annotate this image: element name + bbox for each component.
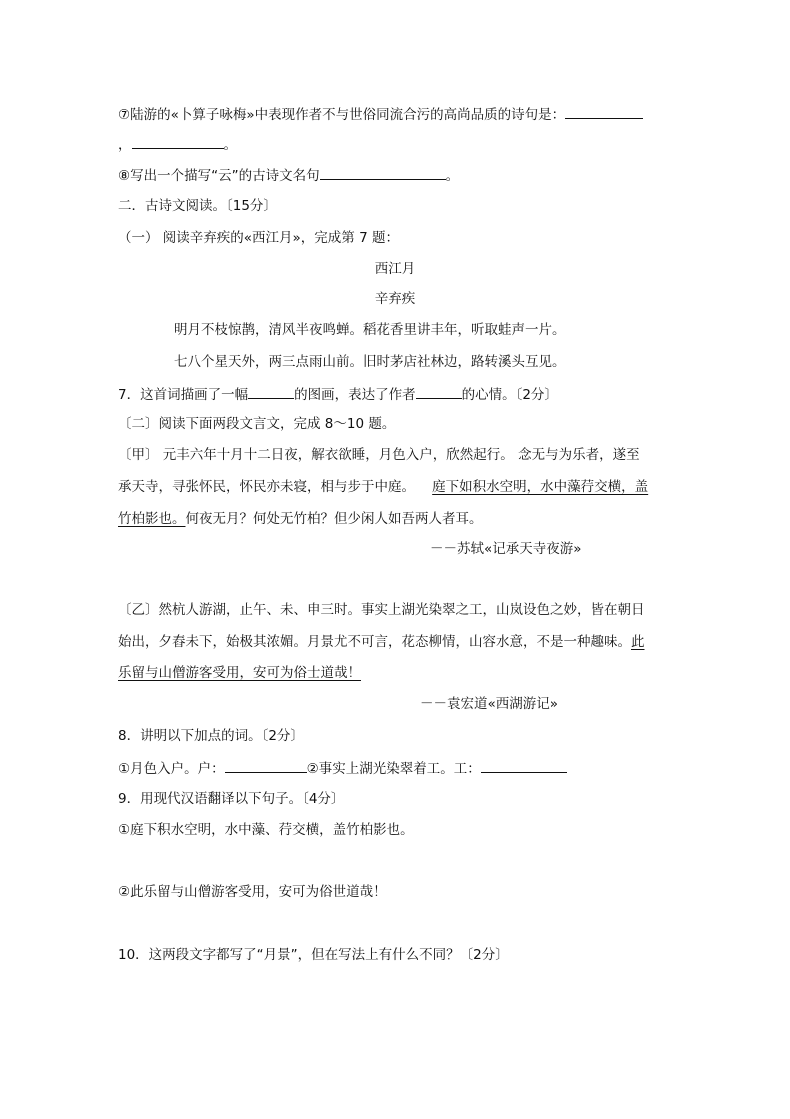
- passage-b-source: －－袁宏道«西湖游记»: [420, 696, 559, 712]
- passage-a-line-3: [118, 509, 483, 529]
- question-7-text: 7．这首词描画了一幅: [118, 387, 249, 403]
- question-9-item-b: ②此乐留与山僧游客受用，安可为俗世道哉！: [118, 884, 387, 900]
- question-8-items: [118, 758, 567, 779]
- poem-title: 西江月: [374, 261, 416, 277]
- passage-a-line-2: [118, 477, 648, 497]
- passage-b-line-3: [118, 663, 361, 683]
- answer-blank[interactable]: [320, 165, 446, 180]
- passage-b-line-1: 〔乙〕然杭人游湖，止午、未、申三时。事实上湖光染翠之工，山岚设色之妙，皆在朝日: [118, 602, 645, 618]
- answer-blank[interactable]: [565, 104, 643, 119]
- fill-item-7-text: ⑦陆游的«卜算子咏梅»中表现作者不与世俗同流合污的高尚品质的诗句是：: [118, 107, 566, 123]
- poem-line-2: 七八个星天外，两三点雨山前。旧时茅店社林边，路转溪头互见。: [174, 354, 566, 370]
- question-7-text: 的图画，表达了作者: [294, 387, 416, 403]
- part-one-instruction: （一） 阅读辛弃疾的«西江月»，完成第 7 题：: [118, 230, 399, 246]
- end-mark: 。: [445, 168, 460, 184]
- section-heading: 二．古诗文阅读。〔15分〕: [118, 198, 277, 214]
- end-mark: 。: [223, 137, 237, 153]
- passage-a-source: －－苏轼«记承天寺夜游»: [430, 541, 582, 557]
- poem-author: 辛弃疾: [374, 291, 416, 307]
- underlined-sentence: 此: [631, 634, 645, 650]
- question-10: 10．这两段文字都写了“月景”，但在写法上有什么不同？〔2分〕: [118, 947, 509, 963]
- answer-blank[interactable]: [132, 134, 224, 149]
- passage-text: 承天寺，寻张怀民，怀民亦未寝，相与步于中庭。: [118, 479, 433, 495]
- question-7-text: 的心情。〔2分〕: [461, 387, 558, 403]
- question-9-item-a: ①庭下积水空明，水中藻、荇交横，盖竹柏影也。: [118, 822, 414, 838]
- underlined-sentence: 竹柏影也。: [118, 511, 186, 527]
- question-8: 8．讲明以下加点的词。〔2分〕: [118, 728, 304, 744]
- fill-item-7: [118, 104, 643, 125]
- part-two-instruction: 〔二〕阅读下面两段文言文，完成 8～10 题。: [118, 416, 396, 432]
- fill-item-7-cont: [118, 134, 237, 155]
- answer-blank[interactable]: [225, 758, 307, 773]
- underlined-sentence: 庭下如积水空明，水中藻荇交横，盖: [432, 479, 649, 495]
- answer-blank[interactable]: [416, 384, 462, 399]
- poem-line-1: 明月不枝惊鹊，清风半夜鸣蝉。稻花香里讲丰年，听取蛙声一片。: [174, 322, 566, 338]
- fill-item-8-text: ⑧写出一个描写“云”的古诗文名句: [118, 168, 320, 184]
- question-9: 9．用现代汉语翻译以下句子。〔4分〕: [118, 791, 345, 807]
- underlined-sentence: 乐留与山僧游客受用，安可为俗士道哉！: [118, 665, 361, 681]
- passage-text: 何夜无月？何处无竹柏？但少闲人如吾两人者耳。: [185, 511, 483, 527]
- answer-blank[interactable]: [481, 758, 567, 773]
- passage-b-line-2: [118, 632, 645, 652]
- separator-comma: ，: [118, 137, 132, 153]
- fill-item-8: [118, 165, 459, 186]
- answer-blank[interactable]: [248, 384, 294, 399]
- passage-text: 始出，夕舂未下，始极其浓媚。月景尤不可言，花态柳情，山容水意，不是一种趣味。: [118, 634, 631, 650]
- passage-a-line-1: 〔甲〕 元丰六年十月十二日夜，解衣欲睡，月色入户，欣然起行。 念无与为乐者，遂至: [118, 447, 640, 463]
- question-7: [118, 384, 558, 405]
- question-8-item-b: ②事实上湖光染翠着工。工：: [306, 761, 481, 777]
- question-8-item-a: ①月色入户。户：: [118, 761, 225, 777]
